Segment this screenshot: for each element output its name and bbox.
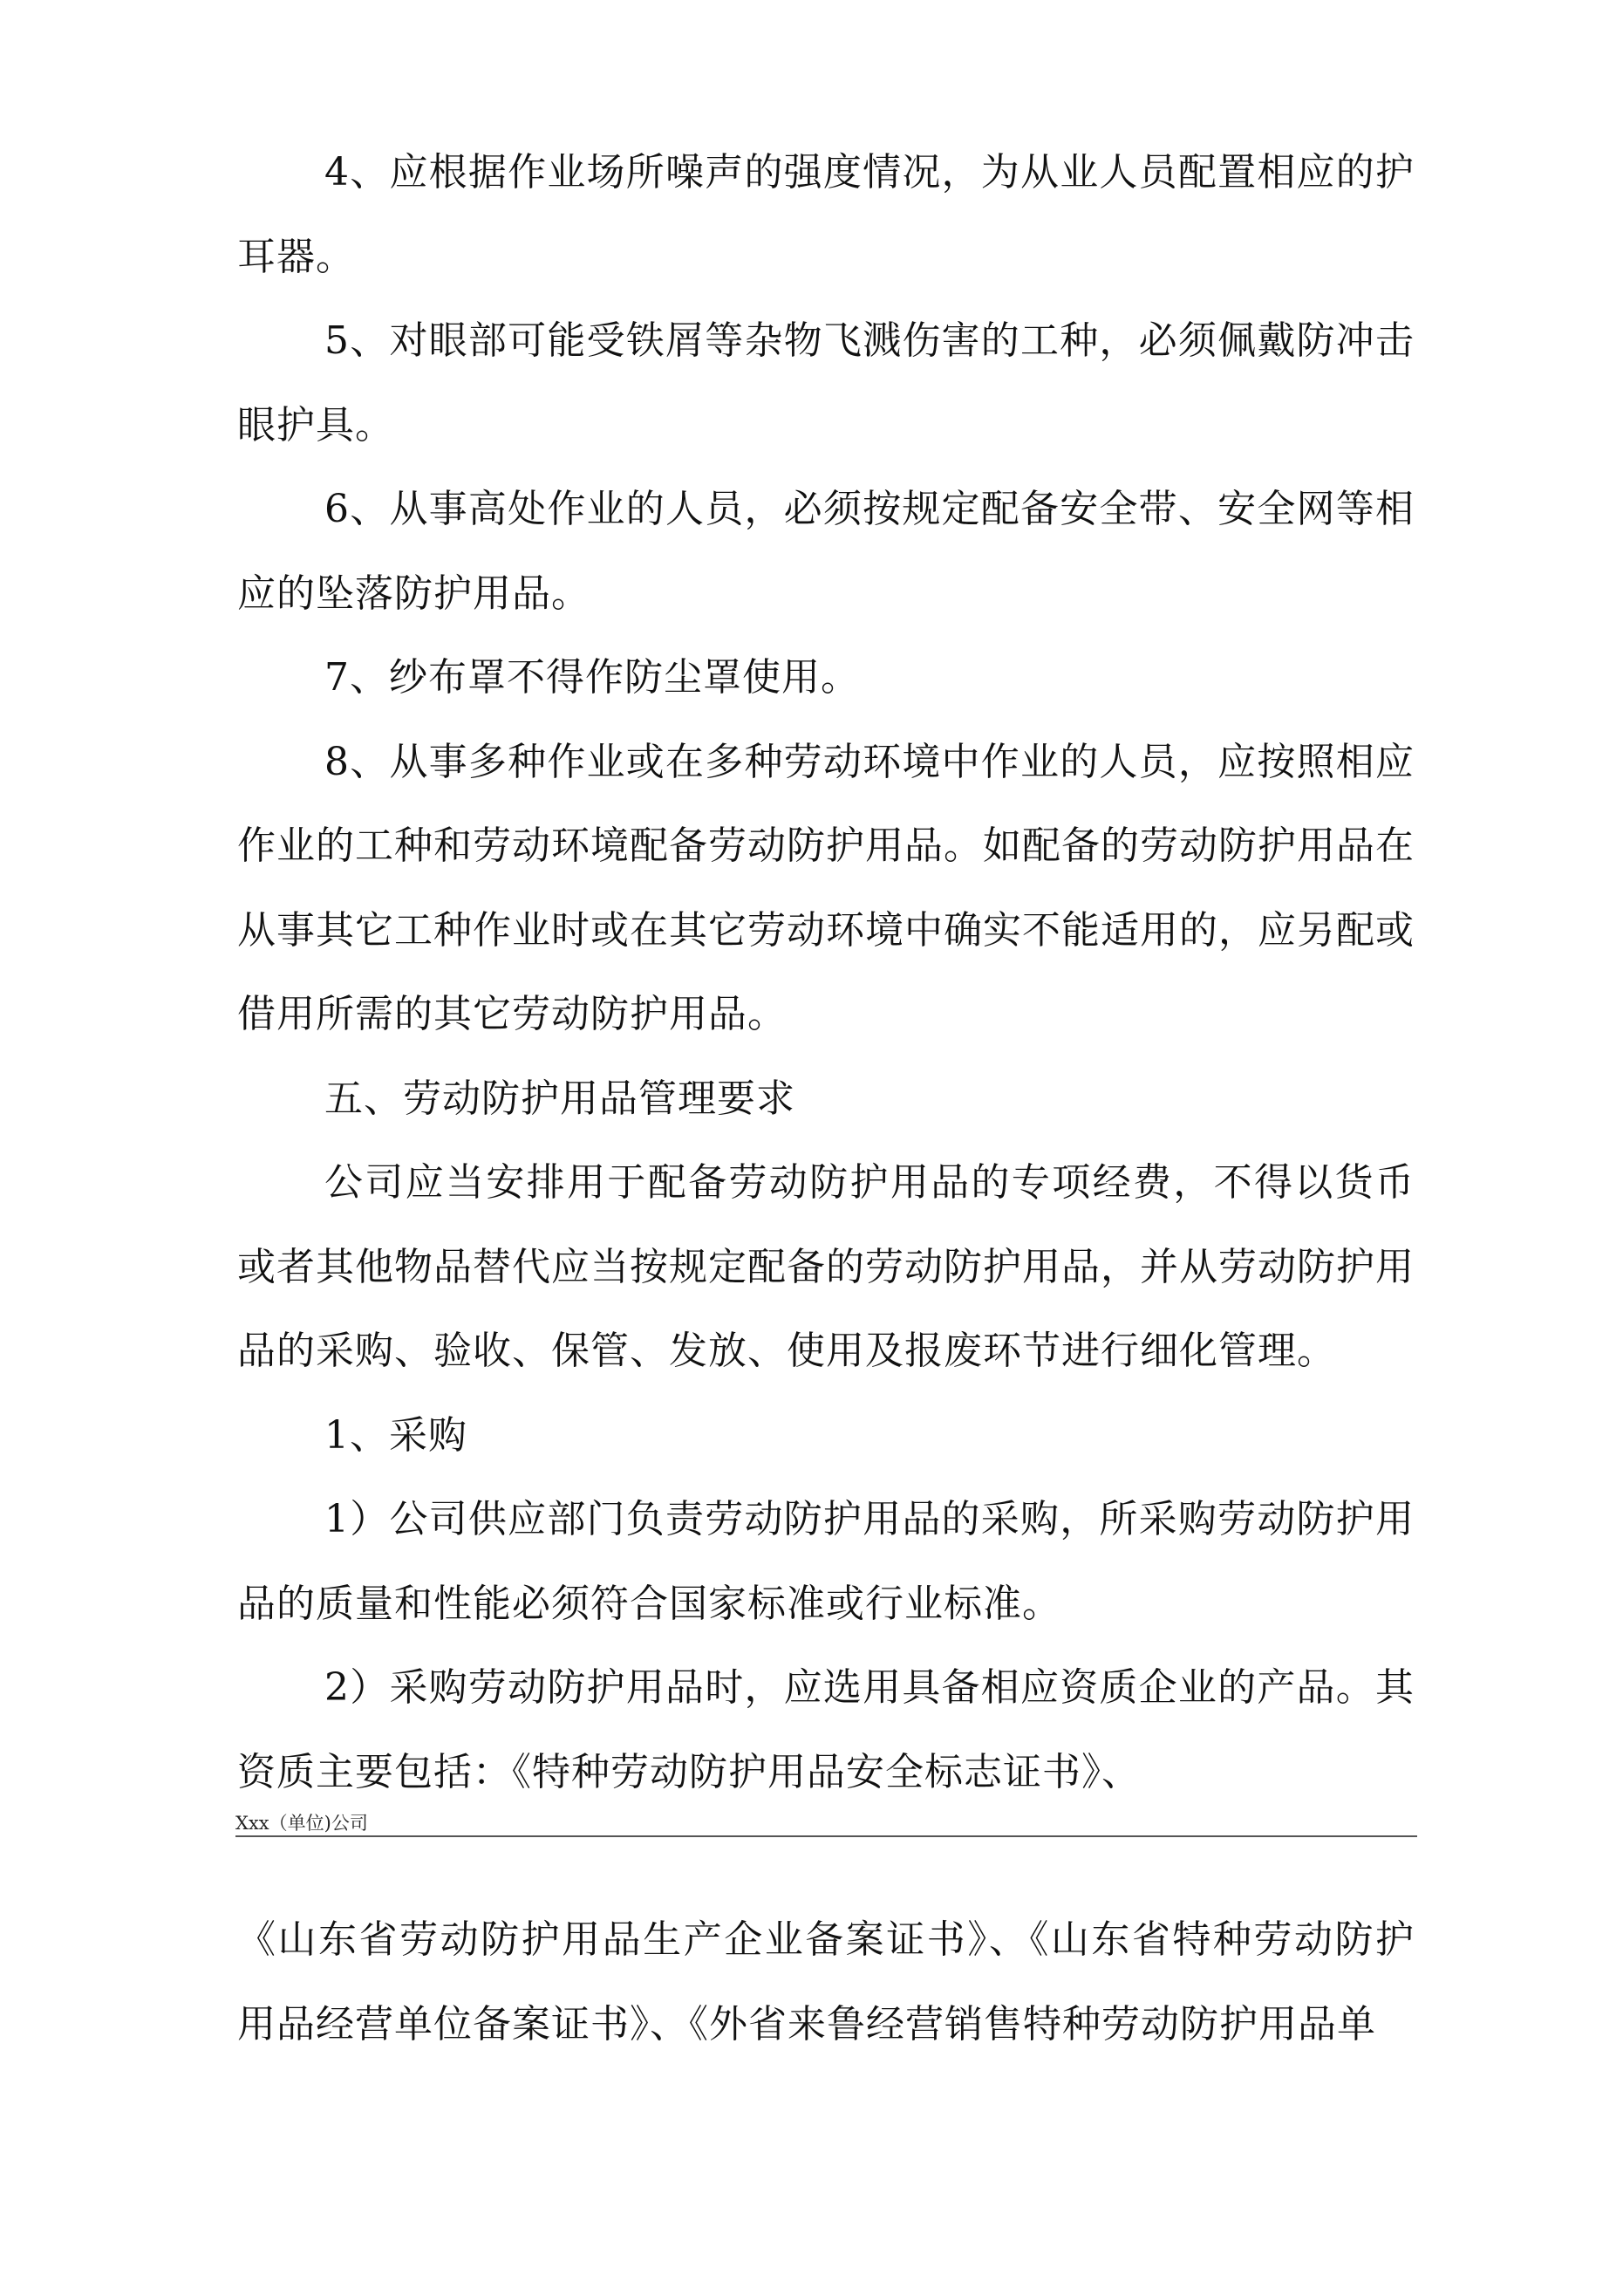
subsection-heading: 1、采购 xyxy=(324,1412,467,1458)
paragraph-sub-2: 2）采购劳动防护用品时，应选用具备相应资质企业的产品。其资质主要包括：《特种劳动防护用品安全标志证书》、 xyxy=(237,1665,1415,1794)
footer-divider xyxy=(235,1835,1417,1837)
section-heading: 五、劳动防护用品管理要求 xyxy=(324,1076,795,1121)
paragraph-intro: 公司应当安排用于配备劳动防护用品的专项经费，不得以货币或者其他物品替代应当按规定配备的劳动防护用品，并从劳动防护用品的采购、验收、保管、发放、使用及报废环节进行细化管理。 xyxy=(237,1160,1415,1373)
paragraph-item-7: 7、纱布罩不得作防尘罩使用。 xyxy=(324,655,860,700)
paragraph-item-5: 5、对眼部可能受铁屑等杂物飞溅伤害的工种，必须佩戴防冲击眼护具。 xyxy=(237,318,1415,448)
page-footer: Xxx（单位)公司 xyxy=(235,1813,368,1834)
paragraph-item-4: 4、应根据作业场所噪声的强度情况，为从业人员配置相应的护耳器。 xyxy=(237,150,1415,279)
paragraph-item-6: 6、从事高处作业的人员，必须按规定配备安全带、安全网等相应的坠落防护用品。 xyxy=(237,487,1415,616)
page-body xyxy=(237,131,1415,1814)
paragraph-item-8: 8、从事多种作业或在多种劳动环境中作业的人员，应按照相应作业的工种和劳动环境配备劳动防护用品。如配备的劳动防护用品在从事其它工种作业时或在其它劳动环境中确实不能适用的，应另配或借用所需的其它劳动防护用品。 xyxy=(237,739,1415,1036)
next-page-body xyxy=(237,1898,1415,2067)
next-page-paragraph: 《山东省劳动防护用品生产企业备案证书》、《山东省特种劳动防护用品经营单位备案证书》、《外省来鲁经营销售特种劳动防护用品单 xyxy=(237,1917,1415,2047)
paragraph-sub-1: 1）公司供应部门负责劳动防护用品的采购，所采购劳动防护用品的质量和性能必须符合国家标准或行业标准。 xyxy=(237,1497,1415,1626)
